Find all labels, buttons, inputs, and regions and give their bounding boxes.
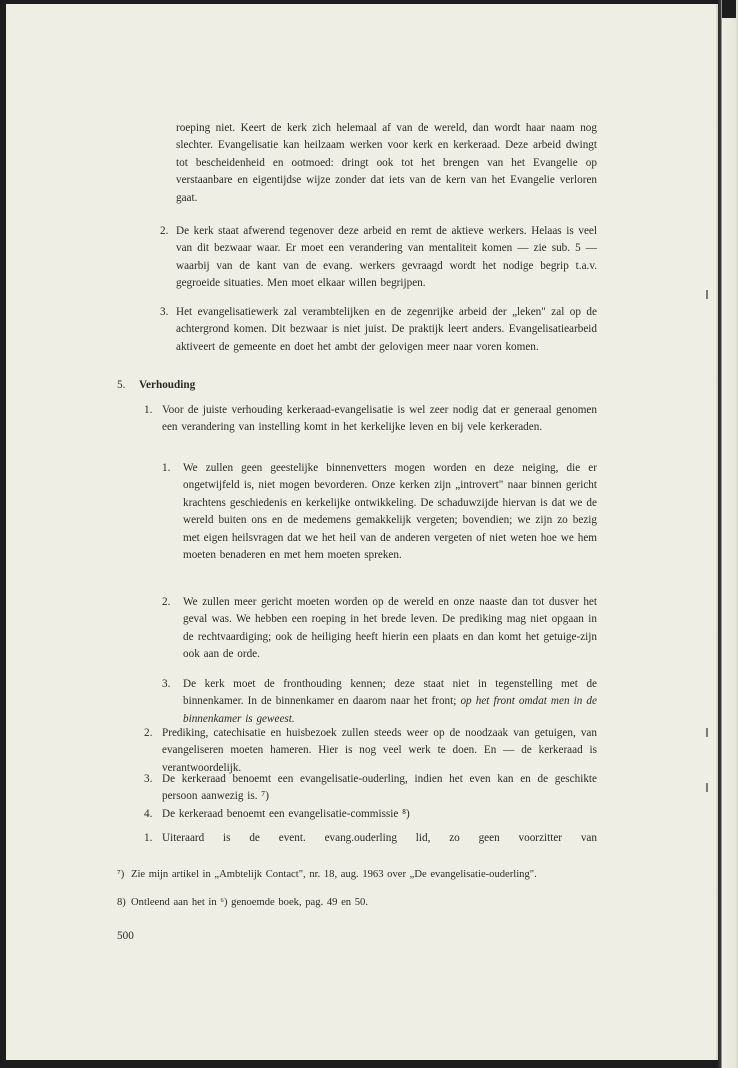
paragraph-roeping: roeping niet. Keert de kerk zich helemaal af van de wereld, dan wordt haar naam nog slechter. Evangelisatie kan heilzaam werken voor kerk en kerkeraad. Deze arbeid dwingt tot bescheidenheid en ootmoed: dringt ook tot het brengen van het Evangelie op verstaanbare en eigentijdse wijze zonder dat iets van de kern van het Evangelie verloren gaat. — [176, 122, 597, 204]
list-item-text: De kerkeraad benoemt een evangelisatie-ouderling, indien het even kan en de geschikte persoon aanwezig is. ⁷) — [162, 773, 597, 803]
section-number: 5. — [117, 379, 126, 391]
sub-item-number: 2. — [162, 596, 171, 608]
page-number: 500 — [117, 930, 134, 942]
list-item-text: Voor de juiste verhouding kerkeraad-evangelisatie is wel zeer nodig dat er generaal genomen een verandering van instelling komt in het kerkelijke leven en bij vele kerkeraden. — [162, 404, 597, 434]
list-item-number: 3. — [144, 773, 153, 785]
list-item-number: 3. — [160, 306, 169, 318]
footnote-text: Zie mijn artikel in „Ambtelijk Contact", nr. 18, aug. 1963 over „De evangelisatie-ouderling". — [131, 869, 537, 880]
margin-mark — [706, 290, 708, 299]
section-title: Verhouding — [139, 379, 196, 391]
list-item-number: 1. — [144, 832, 153, 844]
sub-item-number: 1. — [162, 462, 171, 474]
list-item-text: De kerk staat afwerend tegenover deze arbeid en remt de aktieve werkers. Helaas is veel van dit bezwaar waar. Er moet een verandering van mentaliteit komen — zie sub. 5 — waarbij van de kant van de evang. werkers gevraagd wordt het nodige begrip t.a.v. gegroeide situaties. Men moet elkaar willen begrijpen. — [176, 225, 597, 290]
list-item-text: De kerkeraad benoemt een evangelisatie-commissie ⁸) — [162, 808, 410, 820]
footnote-text: Ontleend aan het in ⁶) genoemde boek, pag. 49 en 50. — [131, 897, 368, 908]
footnote-mark: 8) — [117, 897, 126, 908]
sub-item-text: We zullen geen geestelijke binnenvetters mogen worden en deze neiging, die er ongetwijfeld is, niet mogen bevorderen. Onze kerken zijn „introvert" naar binnen gericht krachtens geschiedenis en kerkelijke ontwikkeling. De schaduwzijde hiervan is dat we de wereld buiten ons en de medemens gemakkelijk vergeten; bovendien; we zijn zo bezig met eigen heilsvragen dat we het heil van de anderen vergeten of niet weten hoe we hem moeten benaderen en met hem moeten spreken. — [183, 462, 597, 562]
list-item-number: 2. — [160, 225, 169, 237]
page-corner-shadow — [722, 0, 736, 18]
list-item-number: 2. — [144, 727, 153, 739]
list-item-text: Prediking, catechisatie en huisbezoek zullen steeds weer op de noodzaak van getuigen, van evangeliseren moeten hameren. Hier is nog veel werk te doen. En — de kerkeraad is verantwoordelijk. — [162, 727, 597, 774]
list-item-text: Het evangelisatiewerk zal verambtelijken en de zegenrijke arbeid der „leken" zal op de achtergrond komen. Dit bezwaar is niet juist. De praktijk leert anders. Evangelisatiearbeid aktiveert de gemeente en doet het ambt der gelovigen meer naar voren komen. — [176, 306, 597, 353]
list-item-number: 4. — [144, 808, 153, 820]
sub-item-text: We zullen meer gericht moeten worden op de wereld en onze naaste dan tot dusver het geval was. We hebben een roeping in het brede leven. De prediking mag niet opgaan in de rechtvaardiging; ook de heiliging heeft hierin een plaats en dan komt het getuige-zijn ook aan de orde. — [183, 596, 597, 661]
page-edge — [718, 0, 738, 1068]
margin-mark — [706, 783, 708, 792]
list-item-text: Uiteraard is de event. evang.ouderling lid, zo geen voorzitter van — [162, 832, 597, 844]
margin-mark — [706, 728, 708, 737]
sub-item-text-regular: De kerk moet de fronthouding kennen; deze staat niet in tegenstelling met de binnenkamer. In de binnenkamer en daarom naar het front; — [183, 678, 597, 708]
sub-item-text-italic: op het front omdat men in de binnenkamer is geweest. — [183, 695, 597, 725]
list-item-number: 1. — [144, 404, 153, 416]
footnote-mark: ⁷) — [117, 869, 125, 880]
sub-item-text — [183, 676, 597, 728]
sub-item-number: 3. — [162, 678, 171, 690]
